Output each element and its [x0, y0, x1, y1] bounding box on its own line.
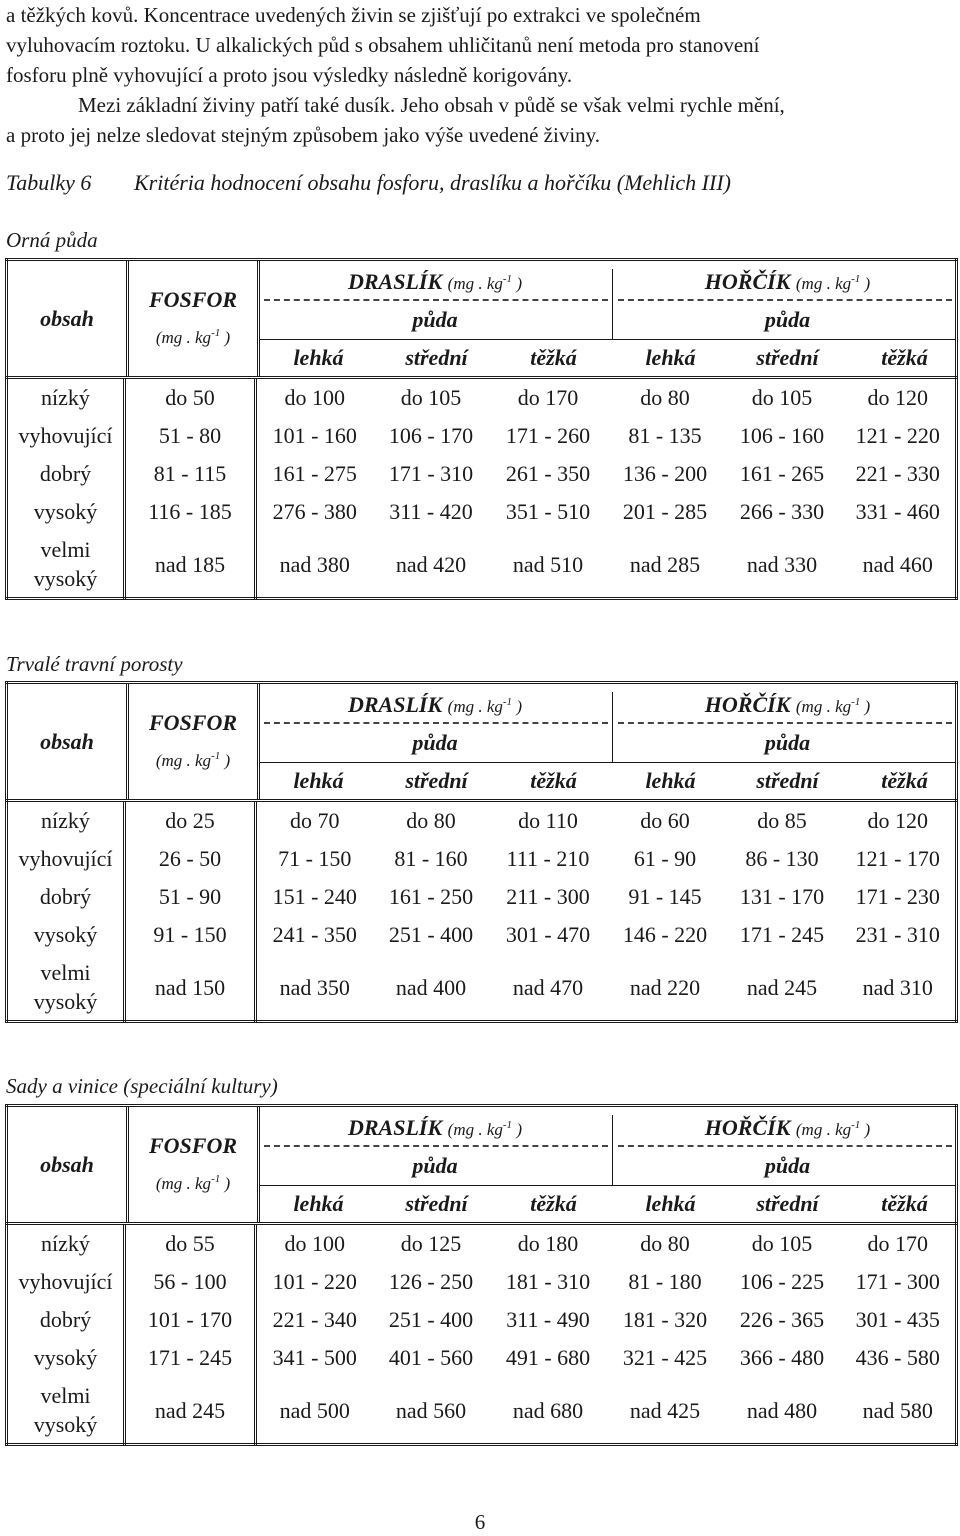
- value-cell: 311 - 490: [506, 1307, 590, 1332]
- horcik-header: [615, 269, 960, 295]
- value-cell: 241 - 350: [272, 922, 357, 947]
- soil-type-header: lehká: [645, 1191, 696, 1216]
- criteria-table: [5, 1104, 958, 1446]
- value-cell: do 80: [406, 808, 456, 833]
- unit-label: (mg . $kg^{-1}$ ): [447, 1119, 522, 1139]
- value-cell: 171 - 230: [841, 878, 957, 916]
- value-cell: do 120: [841, 801, 957, 841]
- table-row: [7, 1377, 957, 1445]
- soil-type-header: lehká: [293, 768, 344, 793]
- value-cell: 276 - 380: [272, 499, 357, 524]
- soil-type-header: střední: [405, 345, 468, 370]
- value-cell: nad 245: [724, 954, 841, 1022]
- value-cell: nad 150: [125, 954, 256, 1022]
- value-cell: do 105: [400, 385, 462, 410]
- table-row: [7, 1263, 957, 1301]
- row-label: vyhovující: [7, 417, 125, 455]
- value-cell: do 105: [751, 385, 813, 410]
- table-row: [7, 878, 957, 916]
- unit-label: (mg . $kg^{-1}$ ): [155, 1173, 231, 1193]
- table-row: [7, 801, 957, 841]
- value-cell: do 170: [841, 1224, 957, 1264]
- header-divider: [126, 261, 129, 376]
- value-cell: 171 - 300: [841, 1263, 957, 1301]
- value-cell: 161 - 265: [739, 461, 825, 486]
- header-dash-line: [264, 722, 608, 724]
- obsah-header: obsah: [40, 729, 94, 754]
- value-cell: 81 - 180: [628, 1269, 702, 1294]
- soil-type-header: těžká: [530, 1191, 577, 1216]
- soil-type-header: střední: [756, 1191, 819, 1216]
- value-cell: do 170: [517, 385, 579, 410]
- header-dash-line: [264, 1145, 608, 1147]
- draslik-header: [260, 269, 610, 295]
- value-cell: nad 420: [373, 531, 490, 599]
- puda-label: půda: [412, 307, 458, 332]
- table-header-cell: [7, 1106, 957, 1224]
- fosfor-unit: [130, 327, 256, 348]
- intro-line: fosforu plně vyhovující a proto jsou výsledky následně korigovány.: [6, 63, 573, 87]
- soil-type-header: těžká: [530, 768, 577, 793]
- value-cell: 111 - 210: [506, 846, 590, 871]
- fosfor-unit: [130, 1173, 256, 1194]
- value-cell: 146 - 220: [622, 922, 708, 947]
- value-cell: do 100: [284, 1231, 345, 1256]
- unit-label: (mg . $kg^{-1}$ ): [795, 273, 871, 293]
- value-cell: do 85: [757, 808, 807, 833]
- fosfor-header: [130, 287, 256, 313]
- table-row: [7, 493, 957, 531]
- value-cell: 366 - 480: [739, 1345, 825, 1370]
- value-cell: nad 580: [841, 1377, 957, 1445]
- table-row: [7, 417, 957, 455]
- value-cell: 121 - 170: [841, 840, 957, 878]
- soil-type-header: těžká: [881, 768, 928, 793]
- soil-type-header: střední: [405, 1191, 468, 1216]
- value-cell: nad 245: [125, 1377, 256, 1445]
- row-label: dobrý: [7, 455, 125, 493]
- value-cell: do 105: [751, 1231, 813, 1256]
- unit-label: (mg . $kg^{-1}$ ): [447, 273, 522, 293]
- fosfor-label: FOSFOR: [148, 710, 238, 735]
- value-cell: nad 330: [724, 531, 841, 599]
- value-cell: nad 500: [256, 1377, 373, 1445]
- value-cell: 341 - 500: [272, 1345, 357, 1370]
- value-cell: 121 - 220: [841, 417, 957, 455]
- value-cell: 101 - 160: [272, 423, 357, 448]
- caption-label: Tabulky 6: [6, 170, 92, 195]
- soil-type-header: těžká: [881, 1191, 928, 1216]
- row-label: vyhovující: [7, 1263, 125, 1301]
- row-label: vysoký: [7, 493, 125, 531]
- draslik-header: [260, 1115, 610, 1141]
- table-section-title: Sady a vinice (speciální kultury): [6, 1074, 278, 1098]
- unit-label: (mg . $kg^{-1}$ ): [155, 327, 231, 347]
- page-number: 6: [474, 1510, 486, 1534]
- value-cell: 201 - 285: [622, 499, 708, 524]
- row-label: nízký: [7, 1224, 125, 1264]
- value-cell: 401 - 560: [388, 1345, 474, 1370]
- value-cell: 86 - 130: [745, 846, 819, 871]
- value-cell: 266 - 330: [739, 499, 825, 524]
- value-cell: 101 - 170: [125, 1301, 256, 1339]
- table-row: [7, 1224, 957, 1264]
- group-divider: [612, 269, 613, 339]
- draslik-label: DRASLÍK: [348, 269, 443, 294]
- value-cell: 231 - 310: [841, 916, 957, 954]
- value-cell: 181 - 320: [622, 1307, 708, 1332]
- draslik-label: DRASLÍK: [348, 1115, 443, 1140]
- row-label: velmi vysoký: [7, 954, 125, 1022]
- puda-label: půda: [412, 1153, 458, 1178]
- value-cell: 251 - 400: [388, 922, 474, 947]
- draslik-label: DRASLÍK: [348, 692, 443, 717]
- value-cell: 71 - 150: [278, 846, 352, 871]
- horcik-label: HOŘČÍK: [704, 1115, 791, 1140]
- value-cell: 116 - 185: [125, 493, 256, 531]
- value-cell: 51 - 80: [125, 417, 256, 455]
- value-cell: nad 400: [373, 954, 490, 1022]
- value-cell: 56 - 100: [125, 1263, 256, 1301]
- value-cell: 221 - 330: [841, 455, 957, 493]
- header-divider: [126, 684, 129, 799]
- intro-line: a těžkých kovů. Koncentrace uvedených živin se zjišťují po extrakci ve společném: [6, 3, 701, 27]
- intro-line: a proto jej nelze sledovat stejným způsobem jako výše uvedené živiny.: [6, 123, 601, 147]
- fosfor-label: FOSFOR: [148, 287, 238, 312]
- value-cell: 106 - 170: [388, 423, 474, 448]
- header-rule: [260, 339, 955, 340]
- fosfor-unit: [130, 750, 256, 771]
- unit-label: (mg . $kg^{-1}$ ): [795, 696, 871, 716]
- value-cell: nad 560: [373, 1377, 490, 1445]
- fosfor-header: [130, 1133, 256, 1159]
- value-cell: 91 - 150: [125, 916, 256, 954]
- value-cell: 261 - 350: [505, 461, 591, 486]
- value-cell: 211 - 300: [506, 884, 590, 909]
- value-cell: do 180: [517, 1231, 579, 1256]
- table-row: [7, 954, 957, 1022]
- table-row: [7, 531, 957, 599]
- row-label: velmi vysoký: [7, 1377, 125, 1445]
- value-cell: nad 425: [607, 1377, 724, 1445]
- soil-type-header: těžká: [881, 345, 928, 370]
- intro-line: Mezi základní živiny patří také dusík. Jeho obsah v půdě se však velmi rychle mění,: [78, 93, 785, 117]
- table-row: [7, 916, 957, 954]
- value-cell: 151 - 240: [272, 884, 357, 909]
- value-cell: 81 - 135: [628, 423, 702, 448]
- value-cell: do 55: [125, 1224, 256, 1264]
- value-cell: do 60: [640, 808, 690, 833]
- value-cell: nad 460: [841, 531, 957, 599]
- table-header-row: [7, 260, 957, 378]
- row-label: vyhovující: [7, 840, 125, 878]
- value-cell: nad 680: [490, 1377, 607, 1445]
- value-cell: 171 - 245: [739, 922, 825, 947]
- soil-type-header: lehká: [293, 345, 344, 370]
- draslik-header: [260, 692, 610, 718]
- value-cell: nad 350: [256, 954, 373, 1022]
- value-cell: do 120: [841, 378, 957, 418]
- unit-label: (mg . $kg^{-1}$ ): [447, 696, 522, 716]
- value-cell: 161 - 275: [272, 461, 357, 486]
- value-cell: do 80: [640, 385, 690, 410]
- value-cell: 221 - 340: [272, 1307, 357, 1332]
- table-section-title: Orná půda: [6, 228, 98, 252]
- row-label: nízký: [7, 378, 125, 418]
- soil-type-header: střední: [756, 768, 819, 793]
- value-cell: 131 - 170: [739, 884, 825, 909]
- horcik-header: [615, 1115, 960, 1141]
- value-cell: nad 480: [724, 1377, 841, 1445]
- value-cell: nad 310: [841, 954, 957, 1022]
- value-cell: do 100: [284, 385, 345, 410]
- value-cell: nad 380: [256, 531, 373, 599]
- row-label: dobrý: [7, 878, 125, 916]
- value-cell: 136 - 200: [622, 461, 708, 486]
- obsah-header: obsah: [40, 1152, 94, 1177]
- value-cell: 181 - 310: [505, 1269, 591, 1294]
- value-cell: nad 470: [490, 954, 607, 1022]
- value-cell: do 80: [640, 1231, 690, 1256]
- group-divider: [612, 692, 613, 762]
- header-divider: [126, 1107, 129, 1222]
- value-cell: 106 - 160: [739, 423, 825, 448]
- horcik-header: [615, 692, 960, 718]
- value-cell: 491 - 680: [505, 1345, 591, 1370]
- value-cell: 331 - 460: [841, 493, 957, 531]
- header-dash-line: [618, 1145, 952, 1147]
- value-cell: 251 - 400: [388, 1307, 474, 1332]
- group-divider: [612, 1115, 613, 1185]
- soil-type-header: lehká: [645, 768, 696, 793]
- criteria-table: [5, 681, 958, 1023]
- puda-label: půda: [764, 730, 811, 755]
- header-dash-line: [264, 299, 608, 301]
- fosfor-label: FOSFOR: [148, 1133, 238, 1158]
- unit-label: (mg . $kg^{-1}$ ): [795, 1119, 871, 1139]
- value-cell: nad 220: [607, 954, 724, 1022]
- value-cell: do 25: [125, 801, 256, 841]
- puda-label: půda: [412, 730, 458, 755]
- table-row: [7, 1301, 957, 1339]
- unit-label: (mg . $kg^{-1}$ ): [155, 750, 231, 770]
- value-cell: 26 - 50: [125, 840, 256, 878]
- table-row: [7, 840, 957, 878]
- puda-label: půda: [764, 307, 811, 332]
- obsah-header: obsah: [40, 306, 94, 331]
- header-rule: [260, 1185, 955, 1186]
- row-label: vysoký: [7, 916, 125, 954]
- soil-type-header: lehká: [293, 1191, 344, 1216]
- table-section-title: Trvalé travní porosty: [6, 652, 183, 676]
- value-cell: do 110: [518, 808, 578, 833]
- value-cell: do 125: [400, 1231, 462, 1256]
- value-cell: 101 - 220: [272, 1269, 357, 1294]
- puda-label: půda: [764, 1153, 811, 1178]
- row-label: vysoký: [7, 1339, 125, 1377]
- value-cell: do 70: [290, 808, 340, 833]
- value-cell: 171 - 245: [125, 1339, 256, 1377]
- value-cell: 226 - 365: [739, 1307, 825, 1332]
- row-label: velmi vysoký: [7, 531, 125, 599]
- table-header-row: [7, 683, 957, 801]
- value-cell: 61 - 90: [633, 846, 697, 871]
- value-cell: nad 510: [490, 531, 607, 599]
- header-rule: [260, 762, 955, 763]
- horcik-label: HOŘČÍK: [704, 269, 791, 294]
- table-header-cell: [7, 260, 957, 378]
- soil-type-header: těžká: [530, 345, 577, 370]
- value-cell: 321 - 425: [622, 1345, 708, 1370]
- row-label: dobrý: [7, 1301, 125, 1339]
- table-row: [7, 1339, 957, 1377]
- horcik-label: HOŘČÍK: [704, 692, 791, 717]
- value-cell: 436 - 580: [841, 1339, 957, 1377]
- value-cell: 106 - 225: [739, 1269, 825, 1294]
- value-cell: do 50: [125, 378, 256, 418]
- value-cell: 171 - 310: [388, 461, 474, 486]
- soil-type-header: střední: [756, 345, 819, 370]
- header-dash-line: [618, 299, 952, 301]
- value-cell: 81 - 160: [394, 846, 468, 871]
- value-cell: 161 - 250: [388, 884, 474, 909]
- caption-text: Kritéria hodnocení obsahu fosforu, draslíku a hořčíku (Mehlich III): [134, 170, 731, 195]
- soil-type-header: střední: [405, 768, 468, 793]
- table-caption: [6, 170, 956, 196]
- value-cell: 351 - 510: [505, 499, 591, 524]
- value-cell: 51 - 90: [125, 878, 256, 916]
- value-cell: 91 - 145: [628, 884, 702, 909]
- value-cell: 126 - 250: [388, 1269, 474, 1294]
- fosfor-header: [130, 710, 256, 736]
- intro-line: vyluhovacím roztoku. U alkalických půd s obsahem uhličitanů není metoda pro stanovení: [6, 33, 760, 57]
- table-header-cell: [7, 683, 957, 801]
- value-cell: 311 - 420: [389, 499, 473, 524]
- value-cell: nad 185: [125, 531, 256, 599]
- table-header-row: [7, 1106, 957, 1224]
- value-cell: 301 - 435: [841, 1301, 957, 1339]
- value-cell: 81 - 115: [125, 455, 256, 493]
- row-label: nízký: [7, 801, 125, 841]
- table-row: [7, 455, 957, 493]
- header-dash-line: [618, 722, 952, 724]
- table-row: [7, 378, 957, 418]
- value-cell: nad 285: [607, 531, 724, 599]
- criteria-table: [5, 258, 958, 600]
- soil-type-header: lehká: [645, 345, 696, 370]
- value-cell: 301 - 470: [505, 922, 591, 947]
- intro-paragraph: [6, 0, 956, 150]
- value-cell: 171 - 260: [505, 423, 591, 448]
